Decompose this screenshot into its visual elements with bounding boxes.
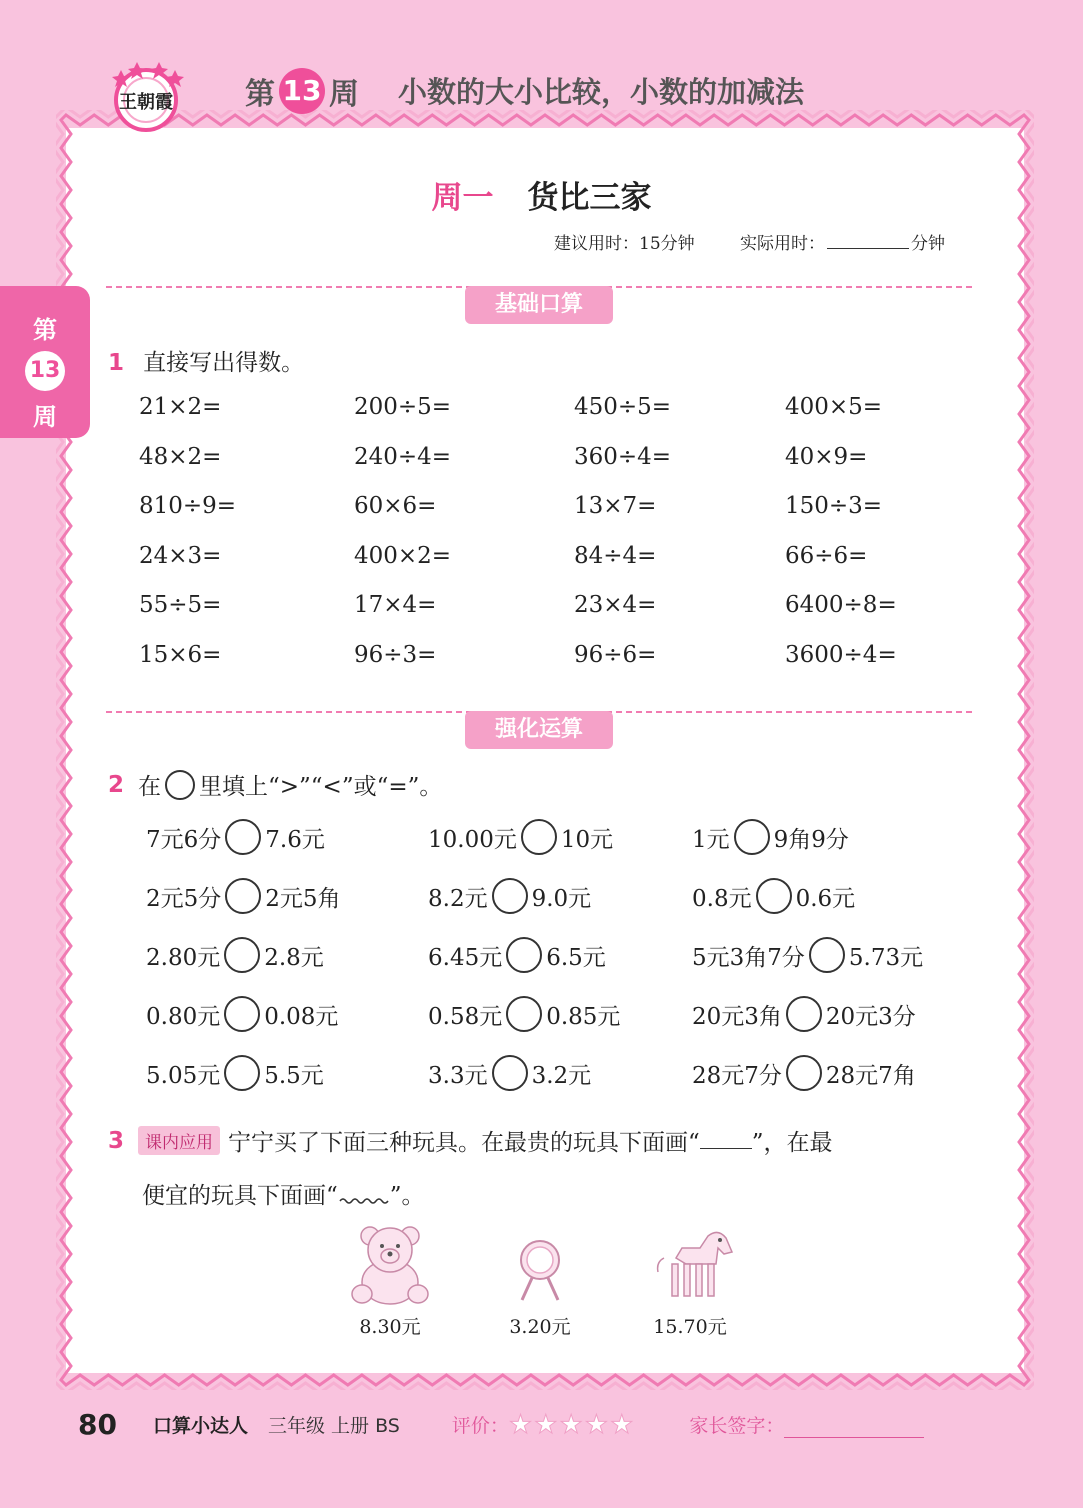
comparison-item [692, 996, 916, 1032]
toy-item[interactable] [630, 1226, 750, 1339]
arithmetic-problem[interactable]: 400×5= [785, 394, 883, 420]
brand-logo [104, 60, 188, 132]
day-label: 周一 [431, 180, 494, 216]
left-amount: 0.80元 [146, 1003, 221, 1030]
arithmetic-problem[interactable]: 96÷6= [574, 641, 657, 668]
comparison-item [692, 878, 855, 914]
week-number-badge: 13 [279, 68, 325, 114]
arithmetic-problem[interactable]: 360÷4= [574, 443, 672, 470]
day-title [0, 172, 1083, 217]
answer-circle[interactable] [521, 819, 557, 855]
arithmetic-problem[interactable]: 48×2= [139, 443, 222, 470]
left-amount: 28元7分 [692, 1062, 782, 1089]
arithmetic-problem[interactable]: 240÷4= [354, 443, 452, 470]
left-amount: 5元3角7分 [692, 944, 805, 971]
right-amount: 0.85元 [546, 1003, 621, 1030]
week-label: 第 13 周 [245, 68, 359, 114]
answer-circle[interactable] [225, 878, 261, 914]
right-amount: 9角9分 [773, 826, 849, 853]
toy-item[interactable] [480, 1238, 600, 1339]
right-amount: 6.5元 [546, 944, 606, 971]
in-class-tag: 课内应用 [138, 1126, 220, 1155]
answer-circle[interactable] [224, 996, 260, 1032]
day-name: 货比三家 [527, 180, 652, 216]
question-3: 3 课内应用 宁宁买了下面三种玩具。在最贵的玩具下面画“ ”，在最 便宜的玩具下面画“ ”。 [108, 1127, 833, 1209]
arithmetic-problem[interactable]: 96÷3= [354, 641, 437, 668]
comparison-item [146, 937, 324, 973]
right-amount: 2元5角 [265, 885, 341, 912]
arithmetic-problem[interactable]: 810÷9= [139, 493, 237, 519]
comparison-item [428, 996, 620, 1032]
arithmetic-problem[interactable]: 150÷3= [785, 493, 883, 519]
arithmetic-problem[interactable]: 13×7= [574, 493, 657, 519]
toy-horse-icon [650, 1226, 740, 1308]
answer-circle[interactable] [786, 1055, 822, 1091]
rating-label: 评价： [451, 1415, 509, 1437]
actual-time-blank[interactable] [827, 234, 909, 249]
side-week-tab: 第 13 周 [0, 286, 90, 438]
right-amount: 2.8元 [264, 944, 324, 971]
circle-symbol-icon [165, 770, 195, 800]
question-2-header: 2 在 里填上“>”“<”或“=”。 [108, 771, 443, 800]
parent-signature: 家长签字： [689, 1411, 924, 1438]
arithmetic-problem[interactable]: 55÷5= [139, 592, 222, 618]
comparison-item [146, 996, 338, 1032]
arithmetic-problem[interactable]: 84÷4= [574, 542, 657, 569]
toy-price: 15.70元 [653, 1316, 727, 1338]
page-footer [78, 1408, 924, 1441]
page-title: 小数的大小比较，小数的加减法 [398, 75, 805, 109]
right-amount: 5.5元 [264, 1062, 324, 1089]
answer-circle[interactable] [492, 1055, 528, 1091]
comparison-item [146, 819, 325, 855]
answer-circle[interactable] [225, 819, 261, 855]
comparison-item [428, 878, 591, 914]
right-amount: 20元3分 [825, 1003, 916, 1030]
page-number: 80 [78, 1408, 117, 1441]
comparison-item [692, 819, 849, 855]
left-amount: 0.8元 [692, 885, 752, 912]
right-amount: 0.6元 [795, 885, 856, 912]
toy-item[interactable] [330, 1222, 450, 1339]
right-amount: 0.08元 [264, 1003, 339, 1030]
comparison-item [428, 819, 613, 855]
comparison-item [428, 1055, 591, 1091]
comparison-item [428, 937, 606, 973]
answer-circle[interactable] [734, 819, 770, 855]
arithmetic-problem[interactable]: 400×2= [354, 542, 452, 569]
answer-circle[interactable] [224, 1055, 260, 1091]
arithmetic-problem[interactable]: 6400÷8= [785, 592, 897, 618]
right-amount: 28元7角 [825, 1062, 916, 1089]
answer-circle[interactable] [224, 937, 260, 973]
answer-circle[interactable] [506, 996, 542, 1032]
wavy-underline-sample [338, 1183, 390, 1205]
side-week-number: 13 [25, 351, 65, 391]
signature-blank[interactable] [784, 1421, 924, 1438]
right-amount: 3.2元 [531, 1062, 592, 1089]
arithmetic-problem[interactable]: 15×6= [139, 641, 222, 668]
arithmetic-problem[interactable]: 23×4= [574, 592, 657, 618]
left-amount: 7元6分 [146, 826, 222, 853]
section-basic-header: 基础口算 [465, 286, 613, 324]
left-amount: 0.58元 [428, 1003, 503, 1030]
left-amount: 2元5分 [146, 885, 222, 912]
left-amount: 8.2元 [428, 885, 488, 912]
answer-circle[interactable] [756, 878, 792, 914]
comparison-item [692, 937, 923, 973]
right-amount: 7.6元 [265, 826, 325, 853]
arithmetic-problem[interactable]: 40×9= [785, 443, 868, 470]
arithmetic-problem[interactable]: 21×2= [139, 394, 222, 420]
section-advanced-header: 强化运算 [465, 711, 613, 749]
arithmetic-problem[interactable]: 200÷5= [354, 394, 452, 420]
grade-info: 三年级 上册 BS [267, 1415, 400, 1437]
logo-text: 王朝霞 [119, 92, 173, 113]
arithmetic-problem[interactable]: 17×4= [354, 592, 437, 618]
arithmetic-problem[interactable]: 3600÷4= [785, 641, 897, 668]
arithmetic-problem[interactable]: 60×6= [354, 493, 437, 519]
left-amount: 20元3角 [692, 1003, 782, 1030]
comparison-item [692, 1055, 916, 1091]
left-amount: 6.45元 [428, 944, 503, 971]
answer-circle[interactable] [506, 937, 542, 973]
question-1-header: 1 直接写出得数。 [108, 350, 305, 376]
left-amount: 1元 [692, 826, 730, 853]
left-amount: 10.00元 [428, 826, 517, 853]
right-amount: 5.73元 [848, 944, 924, 971]
toy-price: 8.30元 [359, 1316, 421, 1338]
arithmetic-problem[interactable]: 24×3= [139, 542, 222, 569]
book-title: 口算小达人 [152, 1415, 248, 1437]
left-amount: 3.3元 [428, 1062, 488, 1089]
comparison-item [146, 878, 341, 914]
comparison-item [146, 1055, 324, 1091]
hand-mirror-icon [510, 1238, 570, 1308]
answer-circle[interactable] [786, 996, 822, 1032]
time-info: 建议用时：15分钟 实际用时： 分钟 [554, 234, 946, 254]
arithmetic-problem[interactable]: 66÷6= [785, 542, 868, 569]
answer-circle[interactable] [809, 937, 845, 973]
teddy-bear-icon [340, 1222, 440, 1308]
rating-stars[interactable]: ★★★★★ [508, 1409, 636, 1440]
arithmetic-problem[interactable]: 450÷5= [574, 394, 672, 420]
right-amount: 9.0元 [531, 885, 592, 912]
answer-circle[interactable] [492, 878, 528, 914]
straight-underline-sample [700, 1132, 752, 1149]
right-amount: 10元 [560, 826, 614, 853]
left-amount: 2.80元 [146, 944, 221, 971]
left-amount: 5.05元 [146, 1062, 221, 1089]
toy-price: 3.20元 [509, 1316, 571, 1338]
